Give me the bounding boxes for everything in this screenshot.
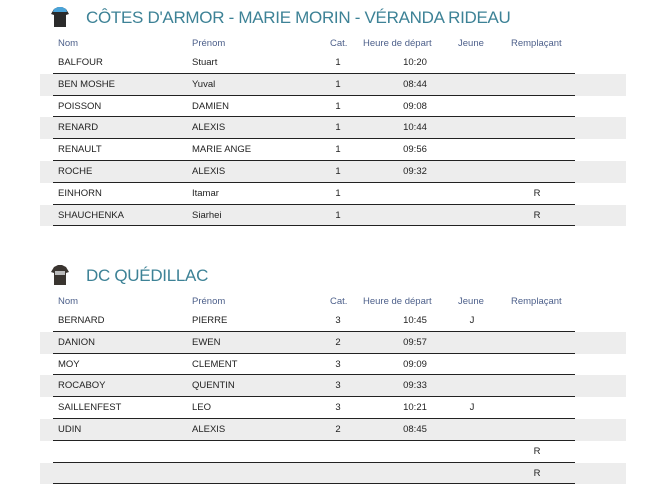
- table-row[interactable]: [40, 397, 626, 419]
- cell-jeune: J: [469, 315, 475, 326]
- cell-nom: UDIN: [58, 424, 82, 435]
- cell-nom: BALFOUR: [58, 57, 103, 68]
- cell-heure: 08:45: [403, 424, 427, 435]
- cell-cat: 3: [335, 402, 341, 414]
- cell-jeune: J: [469, 402, 475, 414]
- cell-heure: 09:32: [403, 166, 427, 177]
- team-title: CÔTES D'ARMOR - MARIE MORIN - VÉRANDA RIDEAU: [86, 8, 511, 27]
- cell-prenom: ALEXIS: [192, 122, 226, 134]
- cell-nom: MOY: [58, 358, 80, 370]
- table-row[interactable]: [40, 354, 626, 376]
- cell-nom: ROCHE: [58, 166, 93, 177]
- row-divider: [53, 483, 575, 484]
- column-header-cat: Cat.: [330, 296, 348, 307]
- cell-prenom: DAMIEN: [192, 100, 229, 112]
- cell-heure: 09:08: [403, 100, 427, 112]
- column-header-nom: Nom: [58, 38, 79, 49]
- table-row[interactable]: [40, 205, 626, 227]
- jersey-icon: [50, 264, 70, 286]
- jersey-icon: [50, 6, 70, 28]
- cell-cat: 3: [335, 358, 341, 370]
- table-row[interactable]: [40, 463, 626, 485]
- table-row[interactable]: [40, 419, 626, 441]
- cell-prenom: PIERRE: [192, 315, 228, 326]
- cell-heure: 10:21: [403, 402, 427, 414]
- cell-heure: 10:45: [403, 315, 427, 326]
- table-row[interactable]: [40, 183, 626, 205]
- column-header-prenom: Prénom: [192, 38, 226, 49]
- table-row[interactable]: [40, 441, 626, 463]
- column-header-prenom: Prénom: [192, 296, 226, 307]
- cell-nom: BEN MOSHE: [58, 78, 116, 90]
- table-row[interactable]: [40, 161, 626, 183]
- cell-heure: 09:56: [403, 144, 427, 156]
- cell-heure: 08:44: [403, 78, 427, 90]
- cell-cat: 3: [335, 380, 341, 392]
- cell-nom: DANION: [58, 336, 95, 348]
- table-header: [0, 38, 645, 52]
- table-row[interactable]: [40, 74, 626, 96]
- cell-cat: 1: [335, 187, 341, 199]
- table-row[interactable]: [40, 310, 626, 332]
- row-divider: [53, 225, 575, 226]
- cell-prenom: ALEXIS: [192, 166, 226, 177]
- cell-cat: 1: [335, 209, 341, 221]
- cell-prenom: QUENTIN: [192, 380, 235, 392]
- cell-cat: 1: [335, 144, 341, 156]
- cell-prenom: MARIE ANGE: [192, 144, 252, 156]
- table-row[interactable]: [40, 375, 626, 397]
- team-title: DC QUÉDILLAC: [86, 266, 209, 285]
- column-header-cat: Cat.: [330, 38, 348, 49]
- table-row[interactable]: [40, 332, 626, 354]
- column-header-heure: Heure de départ: [363, 38, 432, 49]
- cell-cat: 1: [335, 100, 341, 112]
- cell-heure: 09:33: [403, 380, 427, 392]
- cell-remplacant: R: [533, 445, 541, 457]
- cell-heure: 09:09: [403, 358, 427, 370]
- cell-prenom: Itamar: [192, 187, 219, 199]
- cell-heure: 09:57: [403, 336, 427, 348]
- table-row[interactable]: [40, 96, 626, 118]
- cell-remplacant: R: [533, 467, 541, 479]
- column-header-jeune: Jeune: [458, 296, 484, 307]
- cell-nom: SHAUCHENKA: [58, 209, 124, 221]
- cell-cat: 3: [335, 315, 341, 326]
- cell-nom: BERNARD: [58, 315, 105, 326]
- cell-remplacant: R: [533, 209, 541, 221]
- column-header-nom: Nom: [58, 296, 79, 307]
- cell-nom: RENAULT: [58, 144, 102, 156]
- cell-remplacant: R: [533, 187, 541, 199]
- table-row[interactable]: [40, 139, 626, 161]
- cell-heure: 10:20: [403, 57, 427, 68]
- cell-cat: 1: [335, 166, 341, 177]
- cell-prenom: Stuart: [192, 57, 218, 68]
- cell-cat: 1: [335, 78, 341, 90]
- column-header-remplacant: Remplaçant: [511, 38, 562, 49]
- cell-nom: POISSON: [58, 100, 102, 112]
- column-header-jeune: Jeune: [458, 38, 484, 49]
- cell-prenom: ALEXIS: [192, 424, 226, 435]
- cell-nom: SAILLENFEST: [58, 402, 122, 414]
- cell-cat: 1: [335, 122, 341, 134]
- cell-nom: ROCABOY: [58, 380, 106, 392]
- cell-heure: 10:44: [403, 122, 427, 134]
- table-header: [0, 296, 645, 310]
- cell-nom: RENARD: [58, 122, 99, 134]
- cell-prenom: Yuval: [192, 78, 216, 90]
- cell-cat: 2: [335, 336, 341, 348]
- cell-prenom: Siarhei: [192, 209, 222, 221]
- cell-cat: 1: [335, 57, 341, 68]
- cell-prenom: LEO: [192, 402, 212, 414]
- table-row[interactable]: [40, 117, 626, 139]
- column-header-remplacant: Remplaçant: [511, 296, 562, 307]
- cell-nom: EINHORN: [58, 187, 102, 199]
- cell-cat: 2: [335, 424, 341, 435]
- column-header-heure: Heure de départ: [363, 296, 432, 307]
- cell-prenom: EWEN: [192, 336, 221, 348]
- cell-prenom: CLEMENT: [192, 358, 238, 370]
- table-row[interactable]: [40, 52, 626, 74]
